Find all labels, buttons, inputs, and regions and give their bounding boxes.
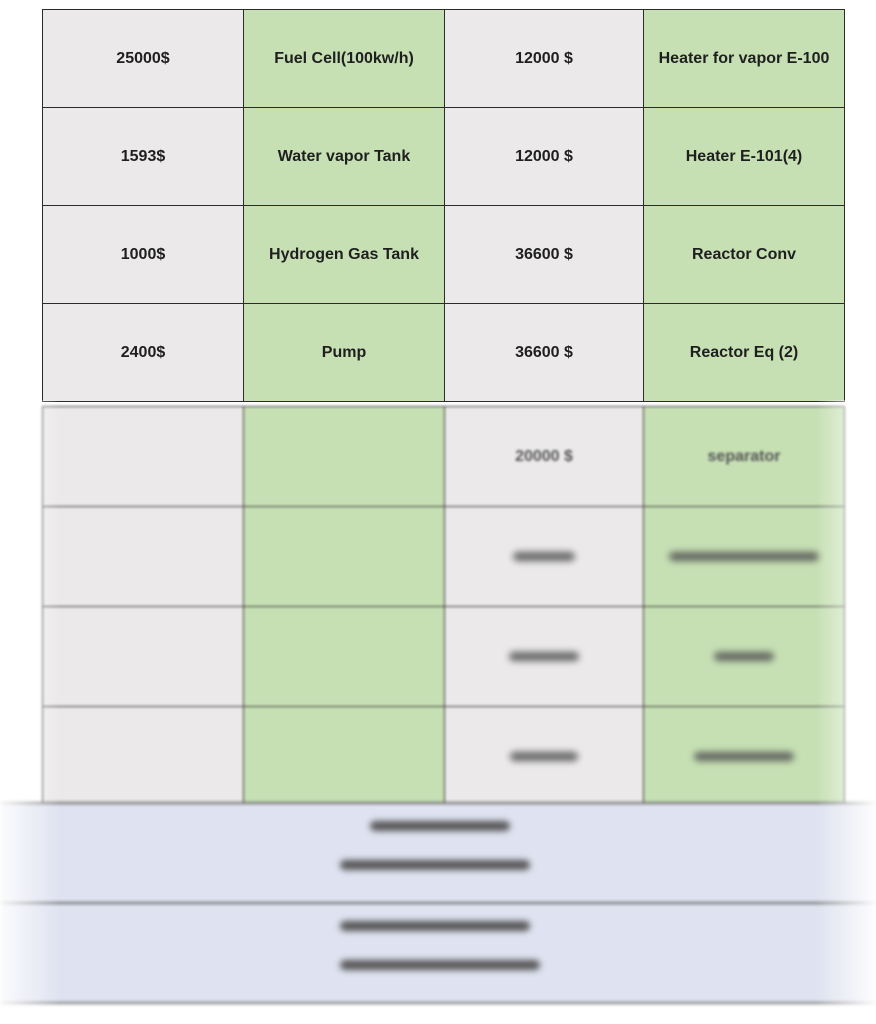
- footer-row: [0, 902, 876, 1004]
- item-cell: Heater E-101(4): [644, 108, 845, 206]
- item-cell: Water vapor Tank: [244, 108, 445, 206]
- table-row: [43, 707, 845, 807]
- item-cell: [644, 507, 845, 607]
- edge-fade: [816, 400, 876, 1020]
- table-row: [43, 407, 845, 507]
- footer-row: [0, 802, 876, 902]
- cost-table: [42, 9, 845, 402]
- item-cell: Reactor Eq (2): [644, 304, 845, 402]
- price-cell: 20000 $: [445, 407, 644, 507]
- item-cell: [244, 407, 445, 507]
- table-row: [43, 10, 845, 108]
- item-cell: [244, 607, 445, 707]
- edge-fade: [0, 400, 60, 1020]
- price-cell: 1593$: [43, 108, 244, 206]
- blurred-footer: [0, 802, 876, 1000]
- item-cell: [644, 707, 845, 807]
- table-row: [43, 507, 845, 607]
- table-row: [43, 108, 845, 206]
- price-cell: [43, 607, 244, 707]
- price-cell: 12000 $: [445, 10, 644, 108]
- price-cell: [43, 407, 244, 507]
- blurred-text: [340, 860, 530, 870]
- item-cell: [644, 607, 845, 707]
- price-cell: [43, 507, 244, 607]
- table-row: [43, 304, 845, 402]
- price-cell: 36600 $: [445, 304, 644, 402]
- blurred-text: [370, 821, 510, 831]
- item-cell: Hydrogen Gas Tank: [244, 206, 445, 304]
- price-cell: 1000$: [43, 206, 244, 304]
- blurred-text: [340, 960, 540, 970]
- price-cell: 25000$: [43, 10, 244, 108]
- price-cell: 36600 $: [445, 206, 644, 304]
- price-cell: 12000 $: [445, 108, 644, 206]
- item-cell: Reactor Conv: [644, 206, 845, 304]
- price-cell: [445, 707, 644, 807]
- item-cell: separator: [644, 407, 845, 507]
- table-row: [43, 607, 845, 707]
- item-cell: [244, 507, 445, 607]
- table-row: [43, 206, 845, 304]
- price-cell: [445, 507, 644, 607]
- price-cell: [445, 607, 644, 707]
- item-cell: Heater for vapor E-100: [644, 10, 845, 108]
- item-cell: Pump: [244, 304, 445, 402]
- blurred-table-section: [42, 406, 844, 807]
- item-cell: Fuel Cell(100kw/h): [244, 10, 445, 108]
- blurred-text: [340, 921, 530, 931]
- item-cell: [244, 707, 445, 807]
- price-cell: [43, 707, 244, 807]
- price-cell: 2400$: [43, 304, 244, 402]
